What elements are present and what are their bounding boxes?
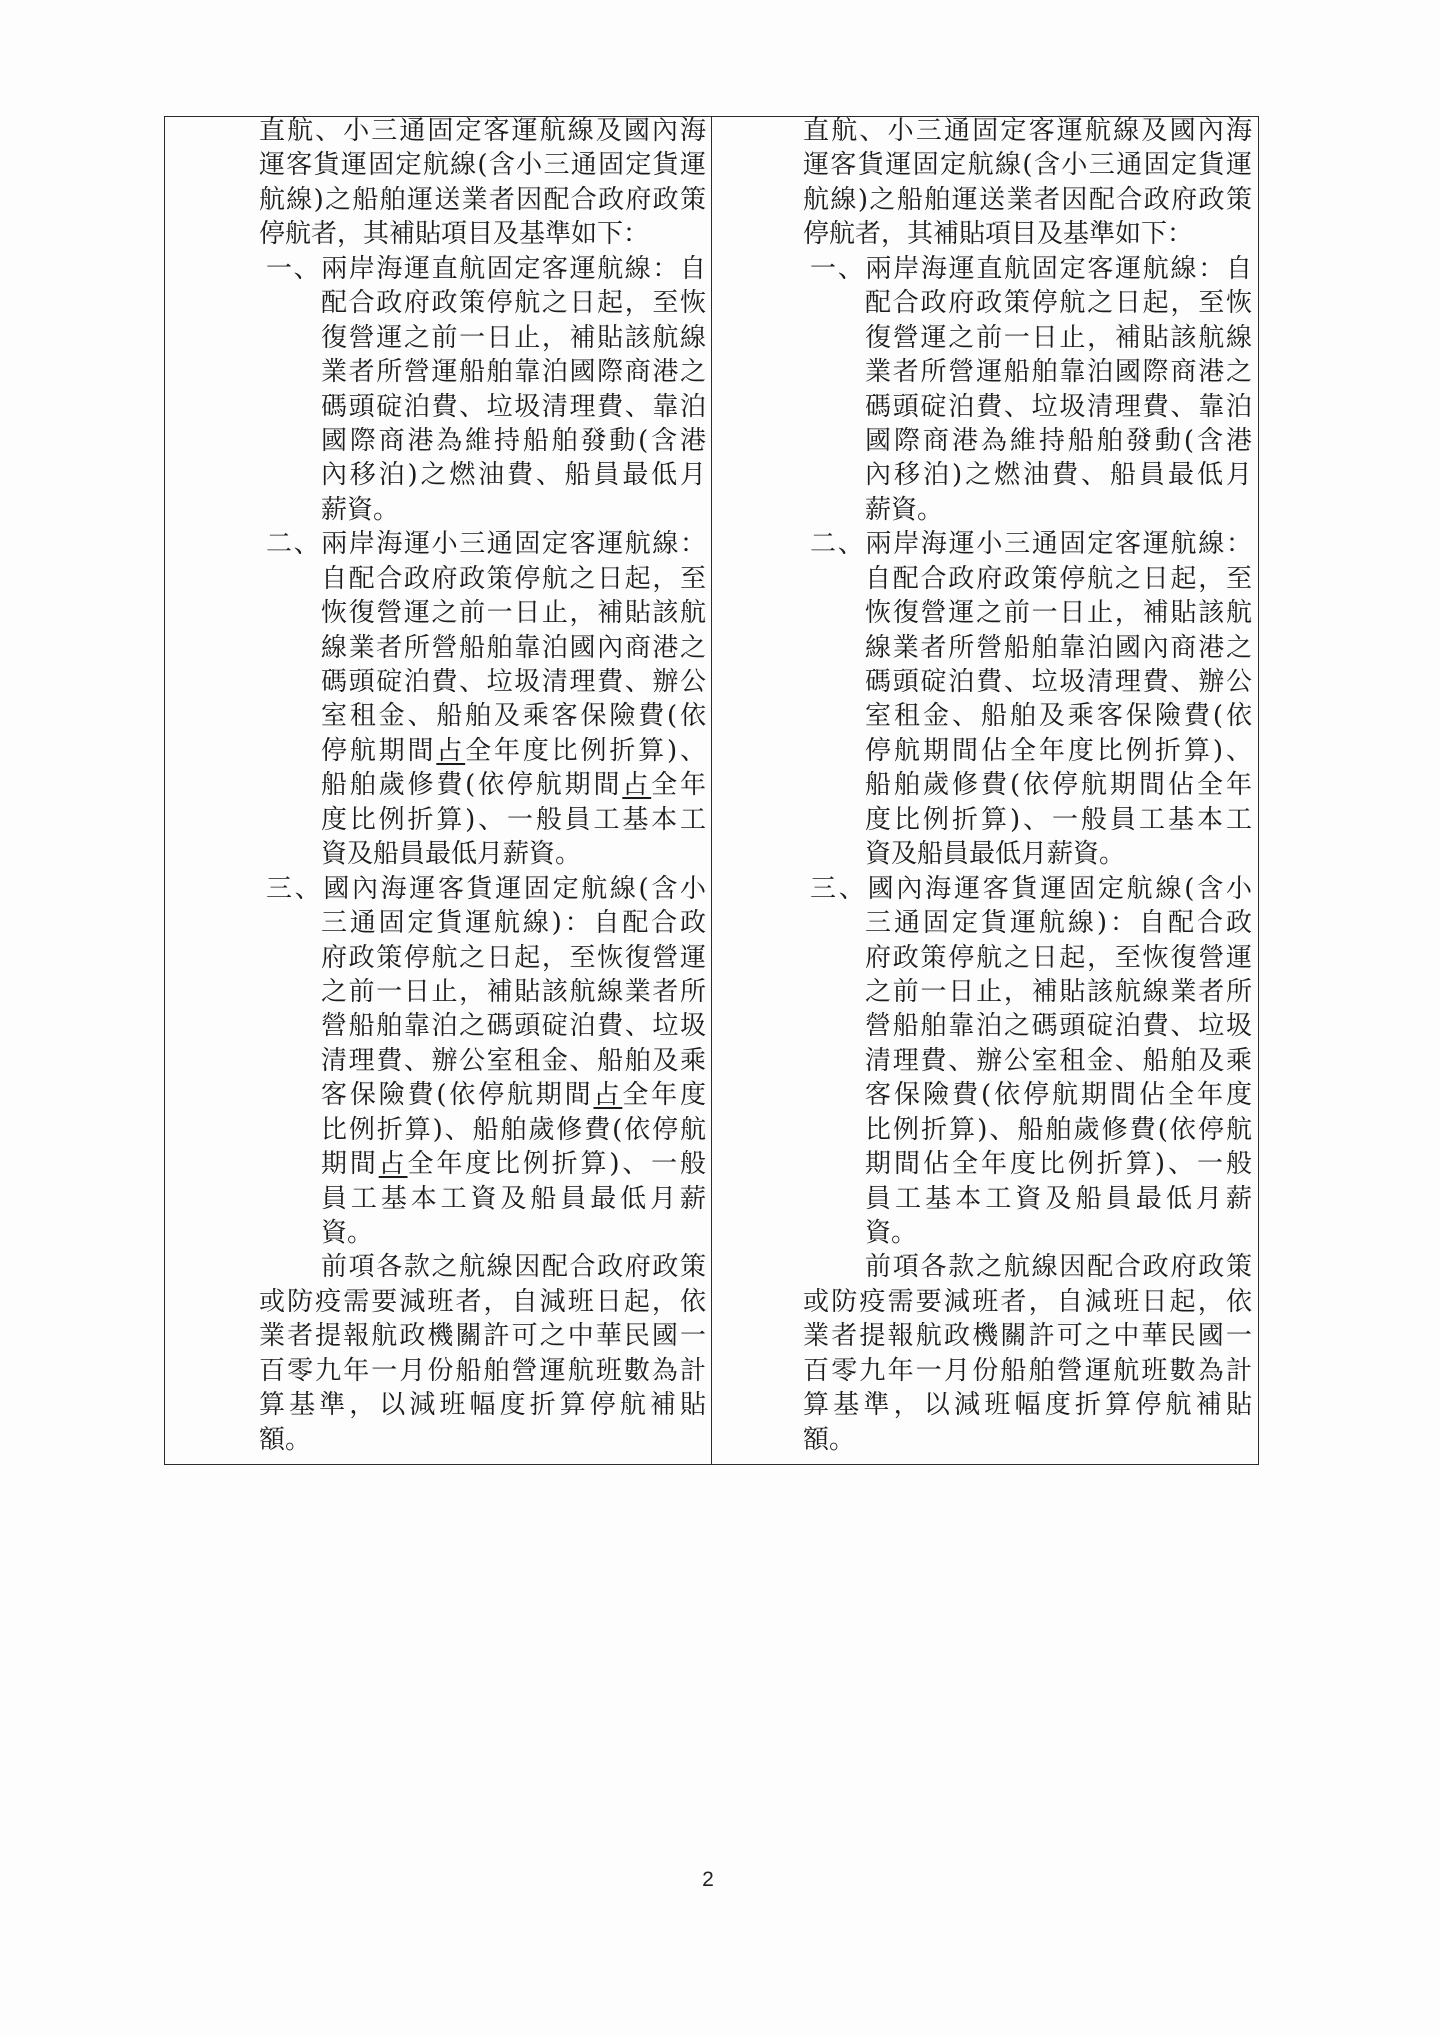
item-line: 線業者所營船舶靠泊國內商港之 xyxy=(321,632,706,663)
item-line: 營船舶靠泊之碼頭碇泊費、垃圾 xyxy=(865,1011,1252,1042)
item-line: 室租金、船舶及乘客保險費(依 xyxy=(865,701,1252,732)
item-line: 恢復營運之前一日止，補貼該航 xyxy=(321,598,706,629)
item-line: 度比例折算)、一般員工基本工 xyxy=(865,804,1252,835)
item-line: 三通固定貨運航線)：自配合政 xyxy=(321,908,706,939)
item-line: 清理費、辦公室租金、船舶及乘 xyxy=(321,1045,706,1076)
item-line: 業者所營運船舶靠泊國際商港之 xyxy=(865,357,1252,388)
item-line: 碼頭碇泊費、垃圾清理費、靠泊 xyxy=(865,391,1252,422)
note-line: 前項各款之航線因配合政府政策 xyxy=(321,1252,706,1283)
item-head-line: 三、國內海運客貨運固定航線(含小 xyxy=(810,873,1252,904)
item-line: 室租金、船舶及乘客保險費(依 xyxy=(321,701,706,732)
item-line: 員工基本工資及船員最低月薪 xyxy=(321,1183,706,1214)
item-line: 船舶歲修費(依停航期間佔全年 xyxy=(865,770,1252,801)
item-line: 員工基本工資及船員最低月薪 xyxy=(865,1183,1252,1214)
intro-line: 直航、小三通固定客運航線及國內海 xyxy=(803,116,1252,146)
note-line: 業者提報航政機關許可之中華民國一 xyxy=(803,1321,1252,1352)
item-line: 內移泊)之燃油費、船員最低月 xyxy=(321,460,706,491)
intro-line: 停航者，其補貼項目及基準如下： xyxy=(803,219,1194,250)
item-line: 停航期間佔全年度比例折算)、 xyxy=(865,735,1252,766)
underlined-revision: 占 xyxy=(378,1149,408,1180)
page-number: 2 xyxy=(702,1868,714,1891)
intro-line: 直航、小三通固定客運航線及國內海 xyxy=(259,116,706,146)
note-line: 額。 xyxy=(803,1424,856,1455)
item-head-line: 二、兩岸海運小三通固定客運航線： xyxy=(810,529,1252,560)
item-line: 業者所營運船舶靠泊國際商港之 xyxy=(321,357,706,388)
note-line: 算基準，以減班幅度折算停航補貼 xyxy=(259,1390,706,1421)
item-line: 國際商港為維持船舶發動(含港 xyxy=(321,425,706,456)
item-line: 客保險費(依停航期間佔全年度 xyxy=(865,1080,1252,1111)
item-line: 資及船員最低月薪資。 xyxy=(321,839,582,870)
item-line: 之前一日止，補貼該航線業者所 xyxy=(321,976,706,1007)
note-line: 百零九年一月份船舶營運航班數為計 xyxy=(803,1355,1252,1386)
item-line: 配合政府政策停航之日起，至恢 xyxy=(865,288,1252,319)
item-head-line: 三、國內海運客貨運固定航線(含小 xyxy=(266,873,706,904)
item-line: 期間占全年度比例折算)、一般 xyxy=(321,1149,706,1180)
item-line: 配合政府政策停航之日起，至恢 xyxy=(321,288,706,319)
item-head-line: 二、兩岸海運小三通固定客運航線： xyxy=(266,529,706,560)
left-text-column xyxy=(259,114,706,1457)
item-line: 比例折算)、船舶歲修費(依停航 xyxy=(321,1114,706,1145)
item-line: 期間佔全年度比例折算)、一般 xyxy=(865,1149,1252,1180)
item-line: 之前一日止，補貼該航線業者所 xyxy=(865,976,1252,1007)
item-line: 碼頭碇泊費、垃圾清理費、辦公 xyxy=(865,667,1252,697)
item-line: 船舶歲修費(依停航期間占全年 xyxy=(321,770,706,801)
item-line: 客保險費(依停航期間占全年度 xyxy=(321,1080,706,1111)
item-line: 三通固定貨運航線)：自配合政 xyxy=(865,908,1252,939)
right-text-column xyxy=(803,114,1252,1457)
note-line: 額。 xyxy=(259,1424,312,1455)
note-line: 或防疫需要減班者，自減班日起，依 xyxy=(259,1286,706,1317)
item-line: 線業者所營船舶靠泊國內商港之 xyxy=(865,632,1252,663)
item-head-line: 一、兩岸海運直航固定客運航線：自 xyxy=(810,253,1252,284)
note-line: 百零九年一月份船舶營運航班數為計 xyxy=(259,1355,706,1386)
item-line: 資及船員最低月薪資。 xyxy=(865,839,1126,870)
item-line: 比例折算)、船舶歲修費(依停航 xyxy=(865,1114,1252,1145)
item-line: 營船舶靠泊之碼頭碇泊費、垃圾 xyxy=(321,1011,706,1042)
intro-line: 航線)之船舶運送業者因配合政府政策 xyxy=(259,184,706,215)
item-line: 內移泊)之燃油費、船員最低月 xyxy=(865,460,1252,491)
intro-line: 航線)之船舶運送業者因配合政府政策 xyxy=(803,184,1252,215)
underlined-revision: 占 xyxy=(593,1080,623,1111)
intro-line: 運客貨運固定航線(含小三通固定貨運 xyxy=(259,150,706,181)
item-line: 資。 xyxy=(865,1218,918,1248)
item-line: 薪資。 xyxy=(865,494,944,525)
item-head-line: 一、兩岸海運直航固定客運航線：自 xyxy=(266,253,706,284)
intro-line: 停航者，其補貼項目及基準如下： xyxy=(259,219,650,250)
underlined-revision: 占 xyxy=(622,770,652,801)
column-divider xyxy=(711,117,712,1464)
item-line: 碼頭碇泊費、垃圾清理費、辦公 xyxy=(321,667,706,697)
item-line: 府政策停航之日起，至恢復營運 xyxy=(321,942,706,973)
item-line: 資。 xyxy=(321,1218,374,1248)
intro-line: 運客貨運固定航線(含小三通固定貨運 xyxy=(803,150,1252,181)
item-line: 度比例折算)、一般員工基本工 xyxy=(321,804,706,835)
item-line: 停航期間占全年度比例折算)、 xyxy=(321,735,706,766)
underlined-revision: 占 xyxy=(436,735,466,766)
item-line: 恢復營運之前一日止，補貼該航 xyxy=(865,598,1252,629)
item-line: 復營運之前一日止，補貼該航線 xyxy=(865,322,1252,353)
item-line: 碼頭碇泊費、垃圾清理費、靠泊 xyxy=(321,391,706,422)
note-line: 前項各款之航線因配合政府政策 xyxy=(865,1252,1252,1283)
item-line: 清理費、辦公室租金、船舶及乘 xyxy=(865,1045,1252,1076)
item-line: 自配合政府政策停航之日起，至 xyxy=(321,563,706,594)
note-line: 算基準，以減班幅度折算停航補貼 xyxy=(803,1390,1252,1421)
item-line: 復營運之前一日止，補貼該航線 xyxy=(321,322,706,353)
note-line: 或防疫需要減班者，自減班日起，依 xyxy=(803,1286,1252,1317)
item-line: 薪資。 xyxy=(321,494,400,525)
note-line: 業者提報航政機關許可之中華民國一 xyxy=(259,1321,706,1352)
item-line: 府政策停航之日起，至恢復營運 xyxy=(865,942,1252,973)
item-line: 國際商港為維持船舶發動(含港 xyxy=(865,425,1252,456)
item-line: 自配合政府政策停航之日起，至 xyxy=(865,563,1252,594)
